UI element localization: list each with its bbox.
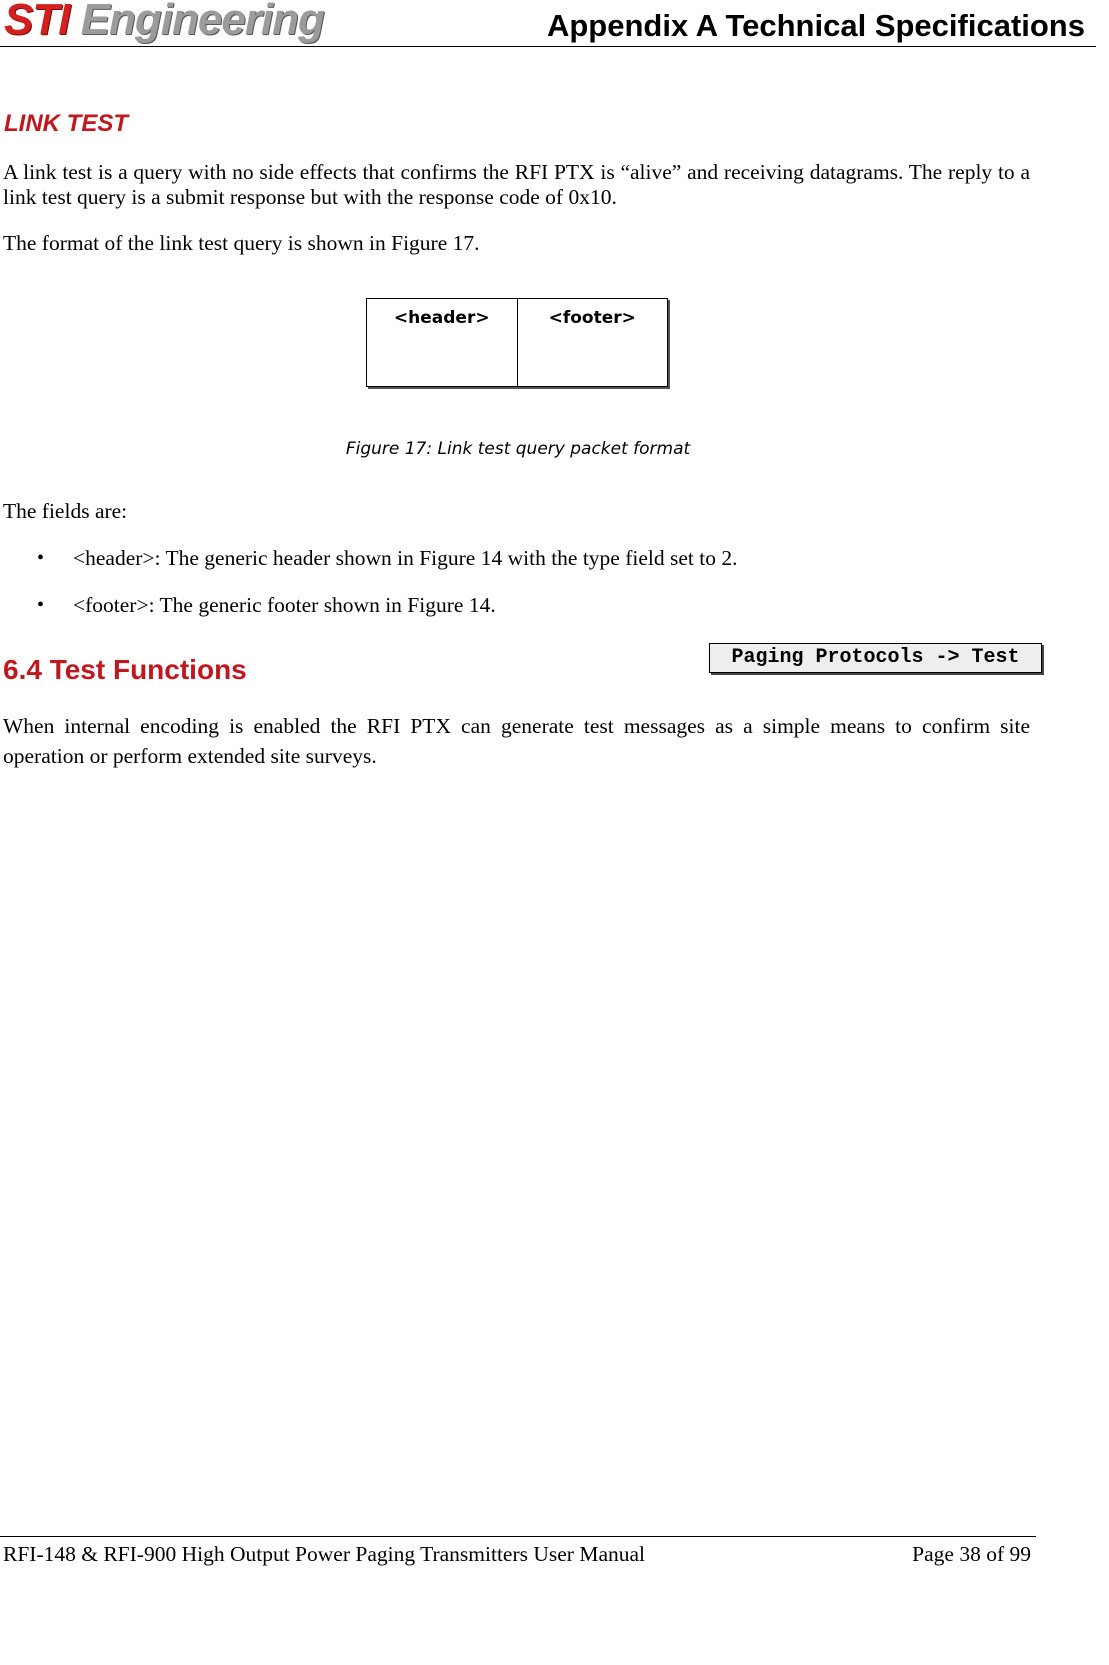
field-description: <header>: The generic header shown in Figure 14 with the type field set to 2.	[73, 546, 738, 570]
section-heading: 6.4 Test Functions	[3, 654, 247, 685]
link-test-heading: LINK TEST	[4, 110, 128, 137]
link-test-format-note: The format of the link test query is shown in Figure 17.	[3, 231, 480, 255]
footer-page-number: Page 38 of 99	[912, 1542, 1031, 1566]
packet-format-diagram	[366, 298, 668, 387]
test-functions-paragraph: When internal encoding is enabled the RFI PTX can generate test messages as a simple means to confirm site operation or perform extended site surveys.	[3, 714, 1030, 768]
figure-caption: Figure 17: Link test query packet format	[345, 439, 691, 459]
link-test-intro: A link test is a query with no side effects that confirms the RFI PTX is “alive” and receiving datagrams. The reply to a link test query is a submit response but with the response code of 0x10.	[3, 160, 1030, 209]
list-item	[0, 546, 737, 593]
header-rule	[0, 46, 1096, 47]
logo-engineering: Engineering	[80, 0, 324, 44]
list-item	[0, 593, 737, 640]
company-logo	[4, 0, 324, 44]
fields-intro: The fields are:	[3, 499, 128, 523]
field-description: <footer>: The generic footer shown in Figure 14.	[73, 593, 496, 617]
menu-path-badge: Paging Protocols -> Test	[709, 643, 1042, 673]
bullet-icon: •	[37, 547, 45, 569]
page-title: Appendix A Technical Specifications	[546, 8, 1085, 43]
footer-manual-title: RFI-148 & RFI-900 High Output Power Paging Transmitters User Manual	[3, 1542, 646, 1566]
fields-list	[0, 546, 737, 640]
bullet-icon: •	[37, 594, 45, 616]
logo-sti: STI	[4, 0, 70, 44]
footer-rule	[0, 1536, 1036, 1537]
packet-field-header: <header>	[393, 308, 490, 328]
packet-field-footer: <footer>	[517, 299, 668, 386]
